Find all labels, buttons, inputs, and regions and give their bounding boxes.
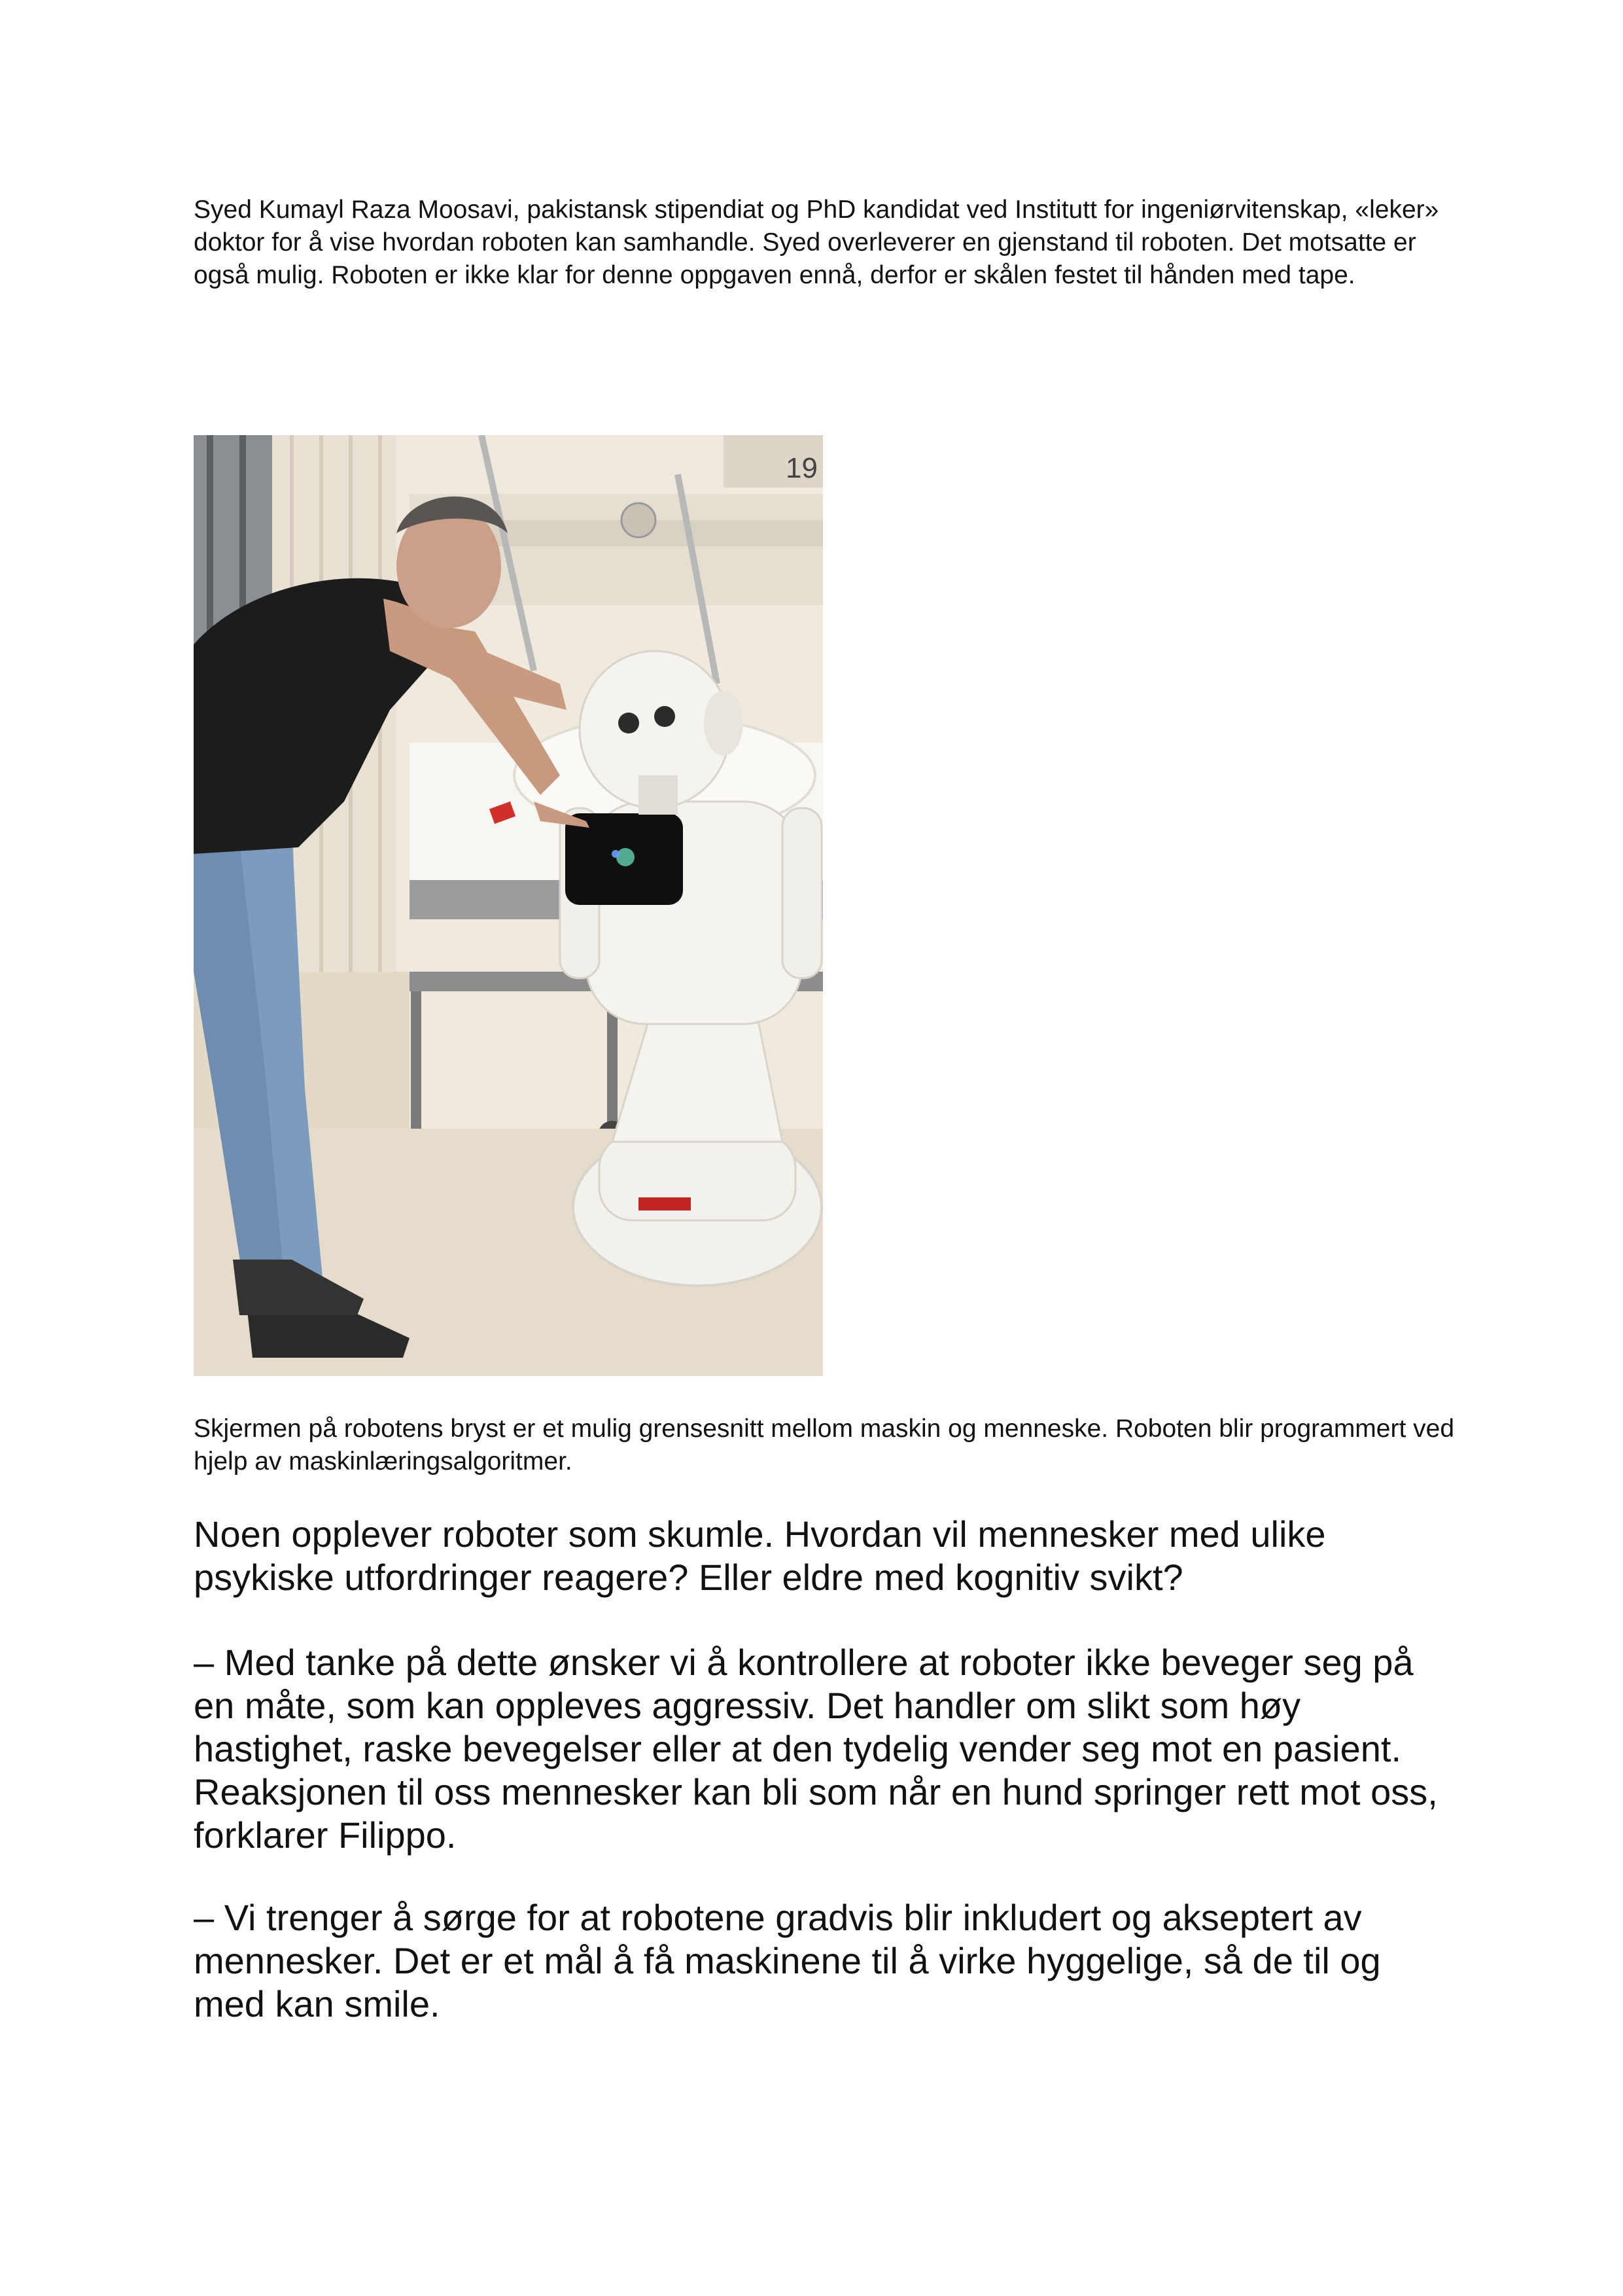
- body-paragraph: – Med tanke på dette ønsker vi å kontrollere at roboter ikke beveger seg på en måte, som kan oppleves aggressiv. Det handler om slikt som høy hastighet, raske bevegelser eller at den tydelig vender seg mot en pasient. Reaksjonen til oss mennesker kan bli som når en hund springer rett mot oss, forklarer Filippo.: [194, 1642, 1438, 1856]
- room-number: 19: [786, 452, 818, 484]
- body-paragraph: Noen opplever roboter som skumle. Hvordan vil mennesker med ulike psykiske utfordringer reagere? Eller eldre med kognitiv svikt?: [194, 1513, 1326, 1598]
- body-paragraph: – Vi trenger å sørge for at robotene gradvis blir inkludert og akseptert av mennesker. Det er et mål å få maskinene til å virke hyggelige, så de til og med kan smile.: [194, 1897, 1381, 2024]
- photo-illustration: [194, 435, 823, 1376]
- photo-caption-bottom: Skjermen på robotens bryst er et mulig grensesnitt mellom maskin og menneske. Roboten blir programmert ved hjelp av maskinlæringsalgoritmer.: [194, 1415, 1455, 1475]
- photo-caption-top: Syed Kumayl Raza Moosavi, pakistansk stipendiat og PhD kandidat ved Institutt for ingeniørvitenskap, «leker» doktor for å vise hvordan roboten kan samhandle. Syed overleverer en gjenstand til roboten. Det motsatte er også mulig. Roboten er ikke klar for denne oppgaven ennå, derfor er skålen festet til hånden med tape.: [194, 196, 1439, 289]
- photo-robot-demo: [194, 435, 823, 1376]
